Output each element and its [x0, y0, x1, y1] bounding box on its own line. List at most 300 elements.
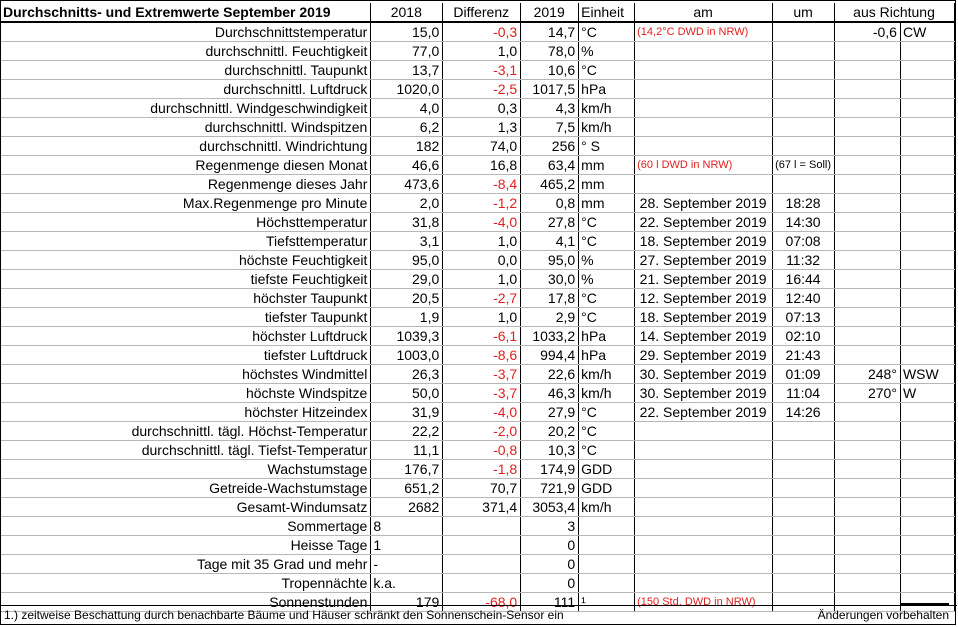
- unit-cell[interactable]: km/h: [579, 118, 635, 137]
- value-diff[interactable]: -8,4: [443, 175, 521, 194]
- direction-cell[interactable]: [900, 517, 954, 536]
- date-cell[interactable]: [635, 460, 773, 479]
- direction-degrees[interactable]: [835, 517, 901, 536]
- direction-degrees[interactable]: [835, 42, 901, 61]
- row-label[interactable]: Getreide-Wachstumstage: [1, 479, 371, 498]
- value-2019[interactable]: 2,9: [521, 308, 579, 327]
- value-2019[interactable]: 0: [521, 555, 579, 574]
- direction-cell[interactable]: [900, 555, 954, 574]
- value-2018[interactable]: 3,1: [371, 232, 443, 251]
- direction-cell[interactable]: [900, 498, 954, 517]
- date-cell[interactable]: [635, 118, 773, 137]
- col-header-direction: aus Richtung: [835, 3, 955, 22]
- value-diff[interactable]: -1,2: [443, 194, 521, 213]
- table-row: [1, 270, 955, 289]
- value-2018[interactable]: 46,6: [371, 156, 443, 175]
- value-2018[interactable]: 4,0: [371, 99, 443, 118]
- direction-cell[interactable]: [900, 118, 954, 137]
- value-2019[interactable]: 63,4: [521, 156, 579, 175]
- table-row: [1, 460, 955, 479]
- date-cell[interactable]: 27. September 2019: [635, 251, 773, 270]
- unit-cell[interactable]: %: [579, 270, 635, 289]
- date-cell[interactable]: 14. September 2019: [635, 327, 773, 346]
- unit-cell[interactable]: GDD: [579, 460, 635, 479]
- time-cell[interactable]: [773, 479, 835, 498]
- value-2018[interactable]: 8: [371, 517, 443, 536]
- direction-cell[interactable]: [900, 460, 954, 479]
- direction-degrees[interactable]: [835, 479, 901, 498]
- time-cell[interactable]: [773, 42, 835, 61]
- value-2019[interactable]: 0: [521, 574, 579, 593]
- value-diff[interactable]: -0,8: [443, 441, 521, 460]
- row-label[interactable]: Max.Regenmenge pro Minute: [1, 194, 371, 213]
- unit-cell[interactable]: °C: [579, 403, 635, 422]
- row-label[interactable]: durchschnittl. Taupunkt: [1, 61, 371, 80]
- table-title: Durchschnitts- und Extremwerte September 2019: [1, 3, 371, 22]
- value-2019[interactable]: 27,9: [521, 403, 579, 422]
- value-2018[interactable]: 176,7: [371, 460, 443, 479]
- time-cell[interactable]: 11:32: [773, 251, 835, 270]
- row-label[interactable]: Durchschnittstemperatur: [1, 22, 371, 42]
- date-cell[interactable]: [635, 99, 773, 118]
- direction-cell[interactable]: [900, 137, 954, 156]
- time-cell[interactable]: [773, 517, 835, 536]
- value-2018[interactable]: 1,9: [371, 308, 443, 327]
- direction-cell[interactable]: [900, 42, 954, 61]
- date-cell[interactable]: 30. September 2019: [635, 365, 773, 384]
- direction-degrees[interactable]: [835, 555, 901, 574]
- value-2018[interactable]: 15,0: [371, 22, 443, 42]
- time-cell[interactable]: 14:30: [773, 213, 835, 232]
- row-label[interactable]: Regenmenge diesen Monat: [1, 156, 371, 175]
- direction-degrees[interactable]: [835, 498, 901, 517]
- direction-degrees[interactable]: [835, 80, 901, 99]
- time-cell[interactable]: [773, 536, 835, 555]
- unit-cell[interactable]: [579, 555, 635, 574]
- date-cell[interactable]: 29. September 2019: [635, 346, 773, 365]
- row-label[interactable]: Sonnenstunden: [1, 593, 371, 612]
- value-2018[interactable]: 6,2: [371, 118, 443, 137]
- unit-cell[interactable]: °C: [579, 422, 635, 441]
- unit-cell[interactable]: hPa: [579, 80, 635, 99]
- value-2018[interactable]: 95,0: [371, 251, 443, 270]
- direction-degrees[interactable]: [835, 460, 901, 479]
- time-cell[interactable]: [773, 574, 835, 593]
- value-diff[interactable]: -8,6: [443, 346, 521, 365]
- unit-cell[interactable]: [579, 517, 635, 536]
- row-label[interactable]: durchschnittl. Feuchtigkeit: [1, 42, 371, 61]
- direction-degrees[interactable]: [835, 156, 901, 175]
- direction-cell[interactable]: [900, 536, 954, 555]
- unit-cell[interactable]: °C: [579, 61, 635, 80]
- direction-cell[interactable]: [900, 251, 954, 270]
- direction-cell[interactable]: [900, 289, 954, 308]
- direction-degrees[interactable]: [835, 213, 901, 232]
- table-row: [1, 308, 955, 327]
- value-2019[interactable]: 721,9: [521, 479, 579, 498]
- direction-cell[interactable]: [900, 175, 954, 194]
- direction-degrees[interactable]: [835, 61, 901, 80]
- direction-degrees[interactable]: [835, 422, 901, 441]
- value-2018[interactable]: 473,6: [371, 175, 443, 194]
- time-cell[interactable]: 16:44: [773, 270, 835, 289]
- unit-cell[interactable]: ° S: [579, 137, 635, 156]
- value-2018[interactable]: k.a.: [371, 574, 443, 593]
- table-row: [1, 403, 955, 422]
- value-2019[interactable]: 22,6: [521, 365, 579, 384]
- col-header-um: um: [773, 3, 835, 22]
- direction-degrees[interactable]: [835, 99, 901, 118]
- value-2019[interactable]: 3053,4: [521, 498, 579, 517]
- direction-cell[interactable]: [900, 327, 954, 346]
- direction-degrees[interactable]: [835, 327, 901, 346]
- value-diff[interactable]: -68,0: [443, 593, 521, 612]
- value-2018[interactable]: 50,0: [371, 384, 443, 403]
- value-2018[interactable]: 1020,0: [371, 80, 443, 99]
- row-label[interactable]: tiefste Feuchtigkeit: [1, 270, 371, 289]
- date-cell[interactable]: [635, 137, 773, 156]
- value-diff[interactable]: [443, 517, 521, 536]
- value-2019[interactable]: 1033,2: [521, 327, 579, 346]
- time-cell[interactable]: [773, 99, 835, 118]
- table-row: [1, 194, 955, 213]
- value-2018[interactable]: 20,5: [371, 289, 443, 308]
- date-cell[interactable]: [635, 441, 773, 460]
- unit-cell[interactable]: %: [579, 251, 635, 270]
- value-2019[interactable]: 3: [521, 517, 579, 536]
- row-label[interactable]: Gesamt-Windumsatz: [1, 498, 371, 517]
- value-2018[interactable]: -: [371, 555, 443, 574]
- value-2018[interactable]: 77,0: [371, 42, 443, 61]
- value-diff[interactable]: 0,0: [443, 251, 521, 270]
- value-2019[interactable]: 46,3: [521, 384, 579, 403]
- value-diff[interactable]: -2,0: [443, 422, 521, 441]
- time-cell[interactable]: 02:10: [773, 327, 835, 346]
- value-2019[interactable]: 994,4: [521, 346, 579, 365]
- time-cell[interactable]: [773, 441, 835, 460]
- row-label[interactable]: durchschnittl. Windrichtung: [1, 137, 371, 156]
- value-diff[interactable]: 1,0: [443, 42, 521, 61]
- direction-degrees[interactable]: [835, 251, 901, 270]
- date-cell[interactable]: 28. September 2019: [635, 194, 773, 213]
- unit-cell[interactable]: hPa: [579, 327, 635, 346]
- row-label[interactable]: Heisse Tage: [1, 536, 371, 555]
- row-label[interactable]: durchschnittl. tägl. Tiefst-Temperatur: [1, 441, 371, 460]
- value-2019[interactable]: 174,9: [521, 460, 579, 479]
- row-label[interactable]: höchste Windspitze: [1, 384, 371, 403]
- table-row: [1, 555, 955, 574]
- unit-cell[interactable]: °C: [579, 308, 635, 327]
- value-diff[interactable]: -0,3: [443, 22, 521, 42]
- unit-cell[interactable]: °C: [579, 441, 635, 460]
- date-cell[interactable]: (14,2°C DWD in NRW): [635, 22, 773, 42]
- value-diff[interactable]: 0,3: [443, 99, 521, 118]
- direction-degrees[interactable]: [835, 403, 901, 422]
- row-label[interactable]: tiefster Luftdruck: [1, 346, 371, 365]
- table-row: [1, 175, 955, 194]
- row-label[interactable]: Regenmenge dieses Jahr: [1, 175, 371, 194]
- time-cell[interactable]: [773, 22, 835, 42]
- direction-degrees[interactable]: [835, 232, 901, 251]
- row-label[interactable]: tiefster Taupunkt: [1, 308, 371, 327]
- value-2019[interactable]: 14,7: [521, 22, 579, 42]
- direction-degrees[interactable]: 270°: [835, 384, 901, 403]
- time-cell[interactable]: 12:40: [773, 289, 835, 308]
- table-row: [1, 251, 955, 270]
- unit-cell[interactable]: °C: [579, 213, 635, 232]
- direction-cell[interactable]: [900, 80, 954, 99]
- value-diff[interactable]: [443, 574, 521, 593]
- value-diff[interactable]: 1,0: [443, 270, 521, 289]
- value-diff[interactable]: -2,5: [443, 80, 521, 99]
- direction-degrees[interactable]: -0,6: [835, 22, 901, 42]
- value-2019[interactable]: 7,5: [521, 118, 579, 137]
- direction-cell[interactable]: [900, 270, 954, 289]
- time-cell[interactable]: [773, 422, 835, 441]
- time-cell[interactable]: (67 l = Soll): [773, 156, 835, 175]
- value-diff[interactable]: -4,0: [443, 213, 521, 232]
- direction-degrees[interactable]: [835, 270, 901, 289]
- row-label[interactable]: durchschnittl. Windgeschwindigkeit: [1, 99, 371, 118]
- value-2019[interactable]: 4,3: [521, 99, 579, 118]
- direction-cell[interactable]: [900, 156, 954, 175]
- row-label[interactable]: höchster Luftdruck: [1, 327, 371, 346]
- date-cell[interactable]: [635, 536, 773, 555]
- value-diff[interactable]: 70,7: [443, 479, 521, 498]
- date-cell[interactable]: [635, 574, 773, 593]
- value-2018[interactable]: 13,7: [371, 61, 443, 80]
- value-2019[interactable]: 111: [521, 593, 579, 612]
- value-2018[interactable]: 1039,3: [371, 327, 443, 346]
- value-2019[interactable]: 465,2: [521, 175, 579, 194]
- date-cell[interactable]: [635, 517, 773, 536]
- direction-degrees[interactable]: 248°: [835, 365, 901, 384]
- value-diff[interactable]: -3,7: [443, 365, 521, 384]
- header-row: [1, 3, 955, 22]
- row-label[interactable]: durchschnittl. tägl. Höchst-Temperatur: [1, 422, 371, 441]
- col-header-diff: Differenz: [443, 3, 521, 22]
- unit-cell[interactable]: km/h: [579, 498, 635, 517]
- row-label[interactable]: höchster Hitzeindex: [1, 403, 371, 422]
- time-cell[interactable]: [773, 555, 835, 574]
- value-2018[interactable]: 26,3: [371, 365, 443, 384]
- unit-cell[interactable]: mm: [579, 194, 635, 213]
- row-label[interactable]: durchschnittl. Windspitzen: [1, 118, 371, 137]
- value-diff[interactable]: [443, 555, 521, 574]
- value-diff[interactable]: -6,1: [443, 327, 521, 346]
- direction-degrees[interactable]: [835, 574, 901, 593]
- direction-cell[interactable]: [900, 346, 954, 365]
- direction-cell[interactable]: [900, 61, 954, 80]
- value-2019[interactable]: 17,8: [521, 289, 579, 308]
- time-cell[interactable]: [773, 460, 835, 479]
- time-cell[interactable]: [773, 137, 835, 156]
- value-diff[interactable]: -3,1: [443, 61, 521, 80]
- value-diff[interactable]: -3,7: [443, 384, 521, 403]
- time-cell[interactable]: [773, 80, 835, 99]
- direction-degrees[interactable]: [835, 441, 901, 460]
- date-cell[interactable]: [635, 61, 773, 80]
- date-cell[interactable]: 21. September 2019: [635, 270, 773, 289]
- direction-cell[interactable]: [900, 308, 954, 327]
- time-cell[interactable]: 01:09: [773, 365, 835, 384]
- value-2018[interactable]: 2,0: [371, 194, 443, 213]
- unit-cell[interactable]: [579, 536, 635, 555]
- value-2018[interactable]: 22,2: [371, 422, 443, 441]
- value-2018[interactable]: 651,2: [371, 479, 443, 498]
- value-diff[interactable]: 1,3: [443, 118, 521, 137]
- table-row: [1, 517, 955, 536]
- time-cell[interactable]: [773, 175, 835, 194]
- value-2018[interactable]: 11,1: [371, 441, 443, 460]
- time-cell[interactable]: 21:43: [773, 346, 835, 365]
- direction-degrees[interactable]: [835, 194, 901, 213]
- direction-cell[interactable]: [900, 232, 954, 251]
- table-row: [1, 384, 955, 403]
- unit-cell[interactable]: mm: [579, 175, 635, 194]
- direction-cell[interactable]: CW: [900, 22, 954, 42]
- value-2019[interactable]: 30,0: [521, 270, 579, 289]
- time-cell[interactable]: 18:28: [773, 194, 835, 213]
- date-cell[interactable]: [635, 498, 773, 517]
- table-row: [1, 61, 955, 80]
- row-label[interactable]: durchschnittl. Luftdruck: [1, 80, 371, 99]
- time-cell[interactable]: [773, 61, 835, 80]
- direction-cell[interactable]: W: [900, 384, 954, 403]
- time-cell[interactable]: [773, 118, 835, 137]
- direction-cell[interactable]: [900, 574, 954, 593]
- value-diff[interactable]: -2,7: [443, 289, 521, 308]
- value-diff[interactable]: 1,0: [443, 308, 521, 327]
- time-cell[interactable]: 07:08: [773, 232, 835, 251]
- value-diff[interactable]: 371,4: [443, 498, 521, 517]
- table-row: [1, 327, 955, 346]
- row-label[interactable]: höchste Feuchtigkeit: [1, 251, 371, 270]
- row-label[interactable]: Höchsttemperatur: [1, 213, 371, 232]
- unit-cell[interactable]: GDD: [579, 479, 635, 498]
- date-cell[interactable]: 18. September 2019: [635, 232, 773, 251]
- unit-cell[interactable]: mm: [579, 156, 635, 175]
- value-diff[interactable]: [443, 536, 521, 555]
- value-2019[interactable]: 10,3: [521, 441, 579, 460]
- value-2018[interactable]: 179: [371, 593, 443, 612]
- date-cell[interactable]: [635, 479, 773, 498]
- value-2019[interactable]: 4,1: [521, 232, 579, 251]
- time-cell[interactable]: 14:26: [773, 403, 835, 422]
- date-cell[interactable]: [635, 175, 773, 194]
- direction-degrees[interactable]: [835, 536, 901, 555]
- value-2018[interactable]: 2682: [371, 498, 443, 517]
- unit-cell[interactable]: °C: [579, 22, 635, 42]
- row-label[interactable]: höchster Taupunkt: [1, 289, 371, 308]
- direction-cell[interactable]: [900, 213, 954, 232]
- date-cell[interactable]: 12. September 2019: [635, 289, 773, 308]
- row-label[interactable]: Tropennächte: [1, 574, 371, 593]
- direction-degrees[interactable]: [835, 137, 901, 156]
- table-row: [1, 118, 955, 137]
- value-diff[interactable]: 74,0: [443, 137, 521, 156]
- date-cell[interactable]: 22. September 2019: [635, 403, 773, 422]
- direction-cell[interactable]: [900, 441, 954, 460]
- direction-cell[interactable]: [900, 403, 954, 422]
- value-diff[interactable]: 1,0: [443, 232, 521, 251]
- date-cell[interactable]: [635, 422, 773, 441]
- direction-degrees[interactable]: [835, 175, 901, 194]
- unit-cell[interactable]: km/h: [579, 99, 635, 118]
- unit-cell[interactable]: %: [579, 42, 635, 61]
- time-cell[interactable]: 11:04: [773, 384, 835, 403]
- date-cell[interactable]: (60 l DWD in NRW): [635, 156, 773, 175]
- direction-degrees[interactable]: [835, 308, 901, 327]
- value-2019[interactable]: 20,2: [521, 422, 579, 441]
- value-diff[interactable]: -1,8: [443, 460, 521, 479]
- value-2019[interactable]: 78,0: [521, 42, 579, 61]
- time-cell[interactable]: 07:13: [773, 308, 835, 327]
- row-label[interactable]: Tage mit 35 Grad und mehr: [1, 555, 371, 574]
- value-2019[interactable]: 10,6: [521, 61, 579, 80]
- weather-stats-table: [1, 3, 955, 612]
- unit-cell[interactable]: °C: [579, 232, 635, 251]
- direction-cell[interactable]: [900, 422, 954, 441]
- value-2019[interactable]: 0: [521, 536, 579, 555]
- value-2018[interactable]: 31,9: [371, 403, 443, 422]
- table-row: [1, 213, 955, 232]
- value-2019[interactable]: 95,0: [521, 251, 579, 270]
- direction-cell[interactable]: [900, 99, 954, 118]
- date-cell[interactable]: [635, 555, 773, 574]
- value-2019[interactable]: 0,8: [521, 194, 579, 213]
- unit-cell[interactable]: hPa: [579, 346, 635, 365]
- time-cell[interactable]: [773, 498, 835, 517]
- direction-cell[interactable]: WSW: [900, 365, 954, 384]
- direction-degrees[interactable]: [835, 118, 901, 137]
- date-cell[interactable]: 22. September 2019: [635, 213, 773, 232]
- unit-cell[interactable]: °C: [579, 289, 635, 308]
- row-label[interactable]: höchstes Windmittel: [1, 365, 371, 384]
- col-header-2018: 2018: [371, 3, 443, 22]
- unit-cell[interactable]: ¹: [579, 593, 635, 612]
- value-2018[interactable]: 1003,0: [371, 346, 443, 365]
- unit-cell[interactable]: km/h: [579, 365, 635, 384]
- row-label[interactable]: Tiefsttemperatur: [1, 232, 371, 251]
- row-label[interactable]: Sommertage: [1, 517, 371, 536]
- value-2019[interactable]: 1017,5: [521, 80, 579, 99]
- value-diff[interactable]: -4,0: [443, 403, 521, 422]
- value-2019[interactable]: 27,8: [521, 213, 579, 232]
- row-label[interactable]: Wachstumstage: [1, 460, 371, 479]
- value-2018[interactable]: 182: [371, 137, 443, 156]
- unit-cell[interactable]: [579, 574, 635, 593]
- value-2018[interactable]: 1: [371, 536, 443, 555]
- table-row: [1, 365, 955, 384]
- table-row: [1, 479, 955, 498]
- value-diff[interactable]: 16,8: [443, 156, 521, 175]
- date-cell[interactable]: (150 Std. DWD in NRW): [635, 593, 773, 612]
- date-cell[interactable]: 18. September 2019: [635, 308, 773, 327]
- direction-degrees[interactable]: [835, 346, 901, 365]
- direction-degrees[interactable]: [835, 289, 901, 308]
- value-2018[interactable]: 29,0: [371, 270, 443, 289]
- direction-cell[interactable]: [900, 479, 954, 498]
- direction-cell[interactable]: [900, 194, 954, 213]
- value-2019[interactable]: 256: [521, 137, 579, 156]
- value-2018[interactable]: 31,8: [371, 213, 443, 232]
- date-cell[interactable]: 30. September 2019: [635, 384, 773, 403]
- date-cell[interactable]: [635, 42, 773, 61]
- date-cell[interactable]: [635, 80, 773, 99]
- unit-cell[interactable]: km/h: [579, 384, 635, 403]
- table-row: [1, 99, 955, 118]
